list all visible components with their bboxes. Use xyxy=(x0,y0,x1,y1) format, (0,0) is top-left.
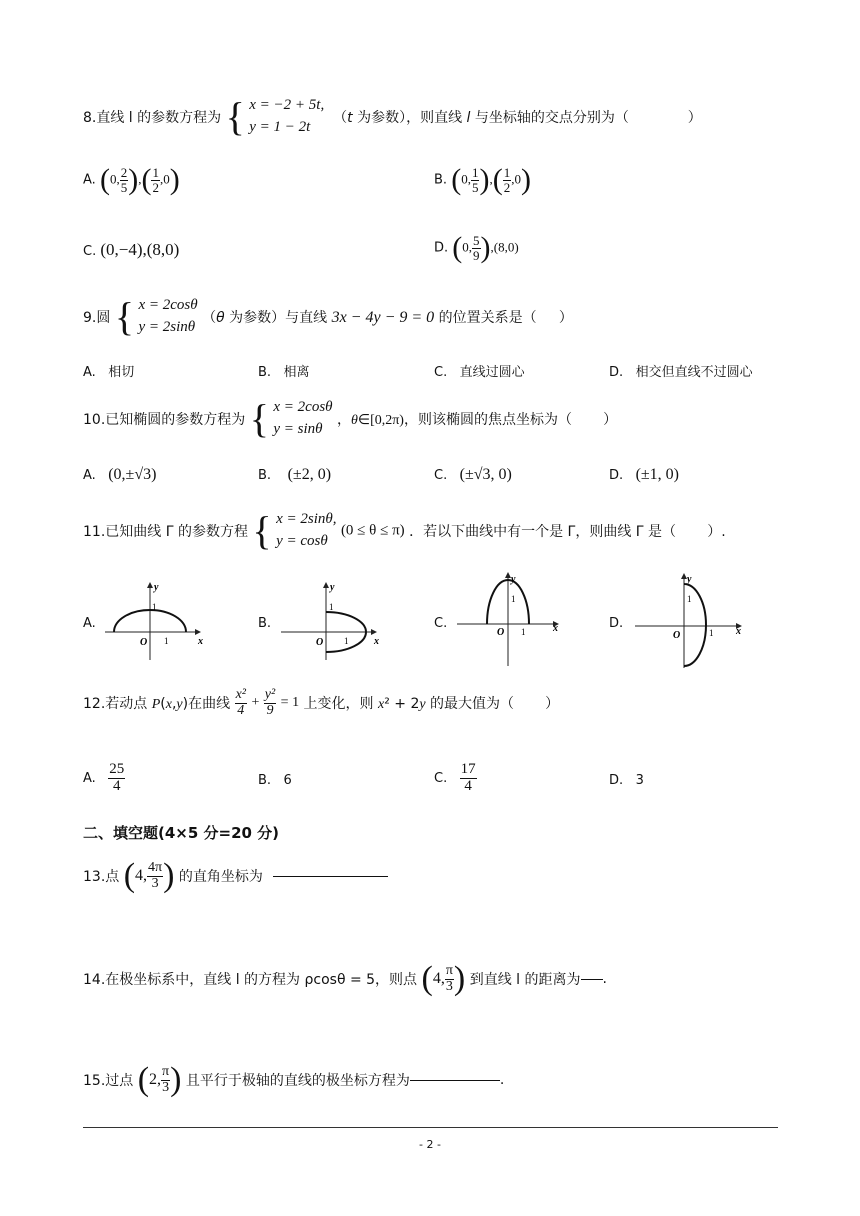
q8-option-b[interactable]: B. (0, $\frac{1}{5}$ ),( $\frac{1}{2}$ ,0) xyxy=(434,163,531,196)
tick-label: 1 xyxy=(329,602,334,612)
q8-option-c[interactable]: C. (0,−4),(8,0) xyxy=(83,240,180,259)
question-11: 11.已知曲线 Γ 的参数方程 { x = 2sinθ, y = cosθ (0 ≤ θ ≤ π) ．若以下曲线中有一个是 Γ，则曲线 Γ 是（ ）. xyxy=(83,507,726,553)
y-axis-label: y xyxy=(511,574,516,585)
origin-label: O xyxy=(140,637,148,648)
tick-label: 1 xyxy=(521,627,526,637)
y-axis-label: y xyxy=(330,582,335,593)
x-axis-label: x xyxy=(374,636,379,647)
brace-symbol: { xyxy=(114,293,135,339)
q12-option-b[interactable]: B. 6 xyxy=(258,773,292,788)
tick-label: 1 xyxy=(511,594,516,604)
answer-blank[interactable] xyxy=(273,876,388,877)
question-10: 10.已知椭圆的参数方程为 { x = 2cosθ y = sinθ ，θ∈[0,2π)，则该椭圆的焦点坐标为（ ） xyxy=(83,395,618,441)
q11-option-b[interactable]: B. xyxy=(258,616,272,631)
q10-option-c[interactable]: C. (±√3, 0) xyxy=(434,466,512,483)
q12-option-a[interactable]: A. $\frac{25}{4}$ xyxy=(83,761,125,794)
q10-option-b[interactable]: B. (±2, 0) xyxy=(258,466,332,483)
question-12: 12.若动点 P(x,y)在曲线 $\frac{\text{x²}}{4}$ + $\frac{\text{y²}}{9}$ = 1 上变化，则 x² + 2y 的最大值为（ ） xyxy=(83,687,560,718)
answer-blank[interactable] xyxy=(410,1080,500,1081)
tick-label: 1 xyxy=(344,636,349,646)
q10-option-a[interactable]: A. (0,±√3) xyxy=(83,466,157,483)
page-number: - 2 - xyxy=(419,1138,441,1151)
tick-label: 1 xyxy=(164,636,169,646)
origin-label: O xyxy=(316,637,324,648)
section-heading: 二、填空题(4×5 分=20 分) xyxy=(83,824,280,842)
footer-divider xyxy=(83,1127,778,1128)
question-14: 14.在极坐标系中，直线 l 的方程为 ρcosθ = 5，则点 (4, $\frac{\pi}{3}$ ) 到直线 l 的距离为 . xyxy=(83,960,607,997)
question-9: 9.圆 { x = 2cosθ y = 2sinθ （θ 为参数）与直线 3x − 4y − 9 = 0 的位置关系是（ ） xyxy=(83,293,573,339)
q11-option-c[interactable]: C. xyxy=(434,616,448,631)
q12-option-c[interactable]: C. $\frac{17}{4}$ xyxy=(434,761,476,794)
q12-option-d[interactable]: D. 3 xyxy=(609,773,644,788)
tick-label: 1 xyxy=(687,594,692,604)
q8-option-d[interactable]: D. (0, $\frac{5}{9}$ ),(8,0) xyxy=(434,231,519,264)
x-axis-label: x xyxy=(736,626,741,637)
x-axis-label: x xyxy=(553,623,558,634)
q11-graph-d xyxy=(633,570,748,670)
question-15: 15.过点 (2, $\frac{\pi}{3}$ ) 且平行于极轴的直线的极坐标方程为 . xyxy=(83,1061,505,1098)
q9-option-a[interactable]: A. 相切 xyxy=(83,365,135,380)
q11-graph-c xyxy=(455,568,565,668)
question-13: 13.点 (4, $\frac{4\pi}{3}$ ) 的直角坐标为 xyxy=(83,857,388,895)
q9-option-c[interactable]: C. 直线过圆心 xyxy=(434,365,525,380)
tick-label: 1 xyxy=(152,602,157,612)
q11-graph-a xyxy=(100,578,210,663)
q11-option-d[interactable]: D. xyxy=(609,616,624,631)
y-axis-label: y xyxy=(687,574,692,585)
q9-option-b[interactable]: B. 相离 xyxy=(258,365,310,380)
q10-option-d[interactable]: D. (±1, 0) xyxy=(609,466,679,483)
answer-blank[interactable] xyxy=(581,979,603,980)
q9-option-d[interactable]: D. 相交但直线不过圆心 xyxy=(609,365,753,380)
q11-option-a[interactable]: A. xyxy=(83,616,96,631)
origin-label: O xyxy=(673,630,681,641)
parametric-system: x = −2 + 5t, y = 1 − 2t xyxy=(249,97,325,135)
q11-graph-b xyxy=(276,578,386,663)
question-8: 8.直线 l 的参数方程为 { x = −2 + 5t, y = 1 − 2t （t 为参数），则直线 l 与坐标轴的交点分别为（ ） xyxy=(83,93,702,139)
y-axis-label: y xyxy=(154,582,159,593)
tick-label: 1 xyxy=(709,628,714,638)
x-axis-label: x xyxy=(198,636,203,647)
brace-symbol: { xyxy=(225,93,245,139)
origin-label: O xyxy=(497,627,505,638)
q8-option-a[interactable]: A. (0, $\frac{2}{5}$ ),( $\frac{1}{2}$ ,0) xyxy=(83,163,180,196)
